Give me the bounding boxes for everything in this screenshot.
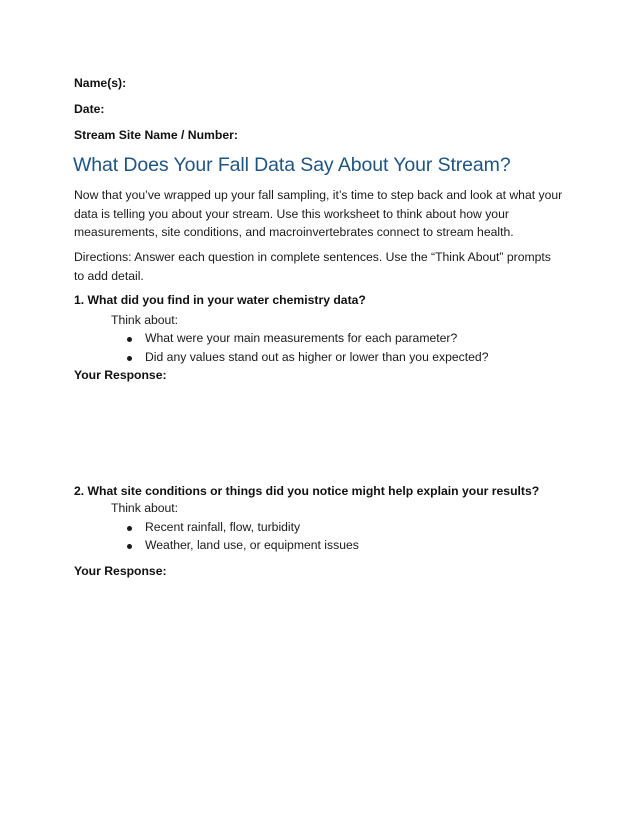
bullet-icon: [127, 526, 132, 531]
question-2-response-label: Your Response:: [74, 564, 167, 578]
date-field-label: Date:: [74, 102, 105, 116]
directions-line: to add detail.: [74, 268, 144, 283]
question-2-bullet-1: Recent rainfall, flow, turbidity: [127, 520, 547, 536]
page-title: What Does Your Fall Data Say About Your Stream?: [73, 154, 511, 176]
question-1-heading: 1. What did you find in your water chemistry data?: [74, 293, 366, 307]
names-field-label: Name(s):: [74, 76, 127, 90]
date-input-area[interactable]: [112, 100, 560, 118]
intro-paragraph: [74, 186, 574, 242]
bullet-icon: [127, 356, 132, 361]
site-input-area[interactable]: [244, 126, 560, 144]
names-input-area[interactable]: [140, 74, 560, 92]
bullet-icon: [127, 337, 132, 342]
question-2-think-label: Think about:: [111, 501, 179, 515]
intro-line: Now that you’ve wrapped up your fall sampling, it’s time to step back and look at what your: [74, 188, 563, 202]
question-2-bullet-2: Weather, land use, or equipment issues: [127, 538, 547, 554]
intro-line: data is telling you about your stream. Use this worksheet to think about how your: [74, 206, 509, 221]
question-1-think-label: Think about:: [111, 313, 179, 327]
intro-line: measurements, site conditions, and macroinvertebrates connect to stream health.: [74, 225, 514, 239]
directions-paragraph: [74, 248, 574, 285]
site-field-label: Stream Site Name / Number:: [74, 128, 238, 142]
question-2-response-area[interactable]: [74, 584, 564, 784]
question-2-heading: 2. What site conditions or things did you notice might help explain your results?: [74, 484, 540, 498]
question-1-response-area[interactable]: [74, 386, 564, 476]
question-1-bullet-2: Did any values stand out as higher or lower than you expected?: [127, 350, 547, 366]
bullet-icon: [127, 544, 132, 549]
question-1-bullet-1: What were your main measurements for each parameter?: [127, 331, 547, 347]
question-1-response-label: Your Response:: [74, 368, 167, 382]
directions-line: Directions: Answer each question in complete sentences. Use the “Think About” prompts: [74, 250, 551, 264]
